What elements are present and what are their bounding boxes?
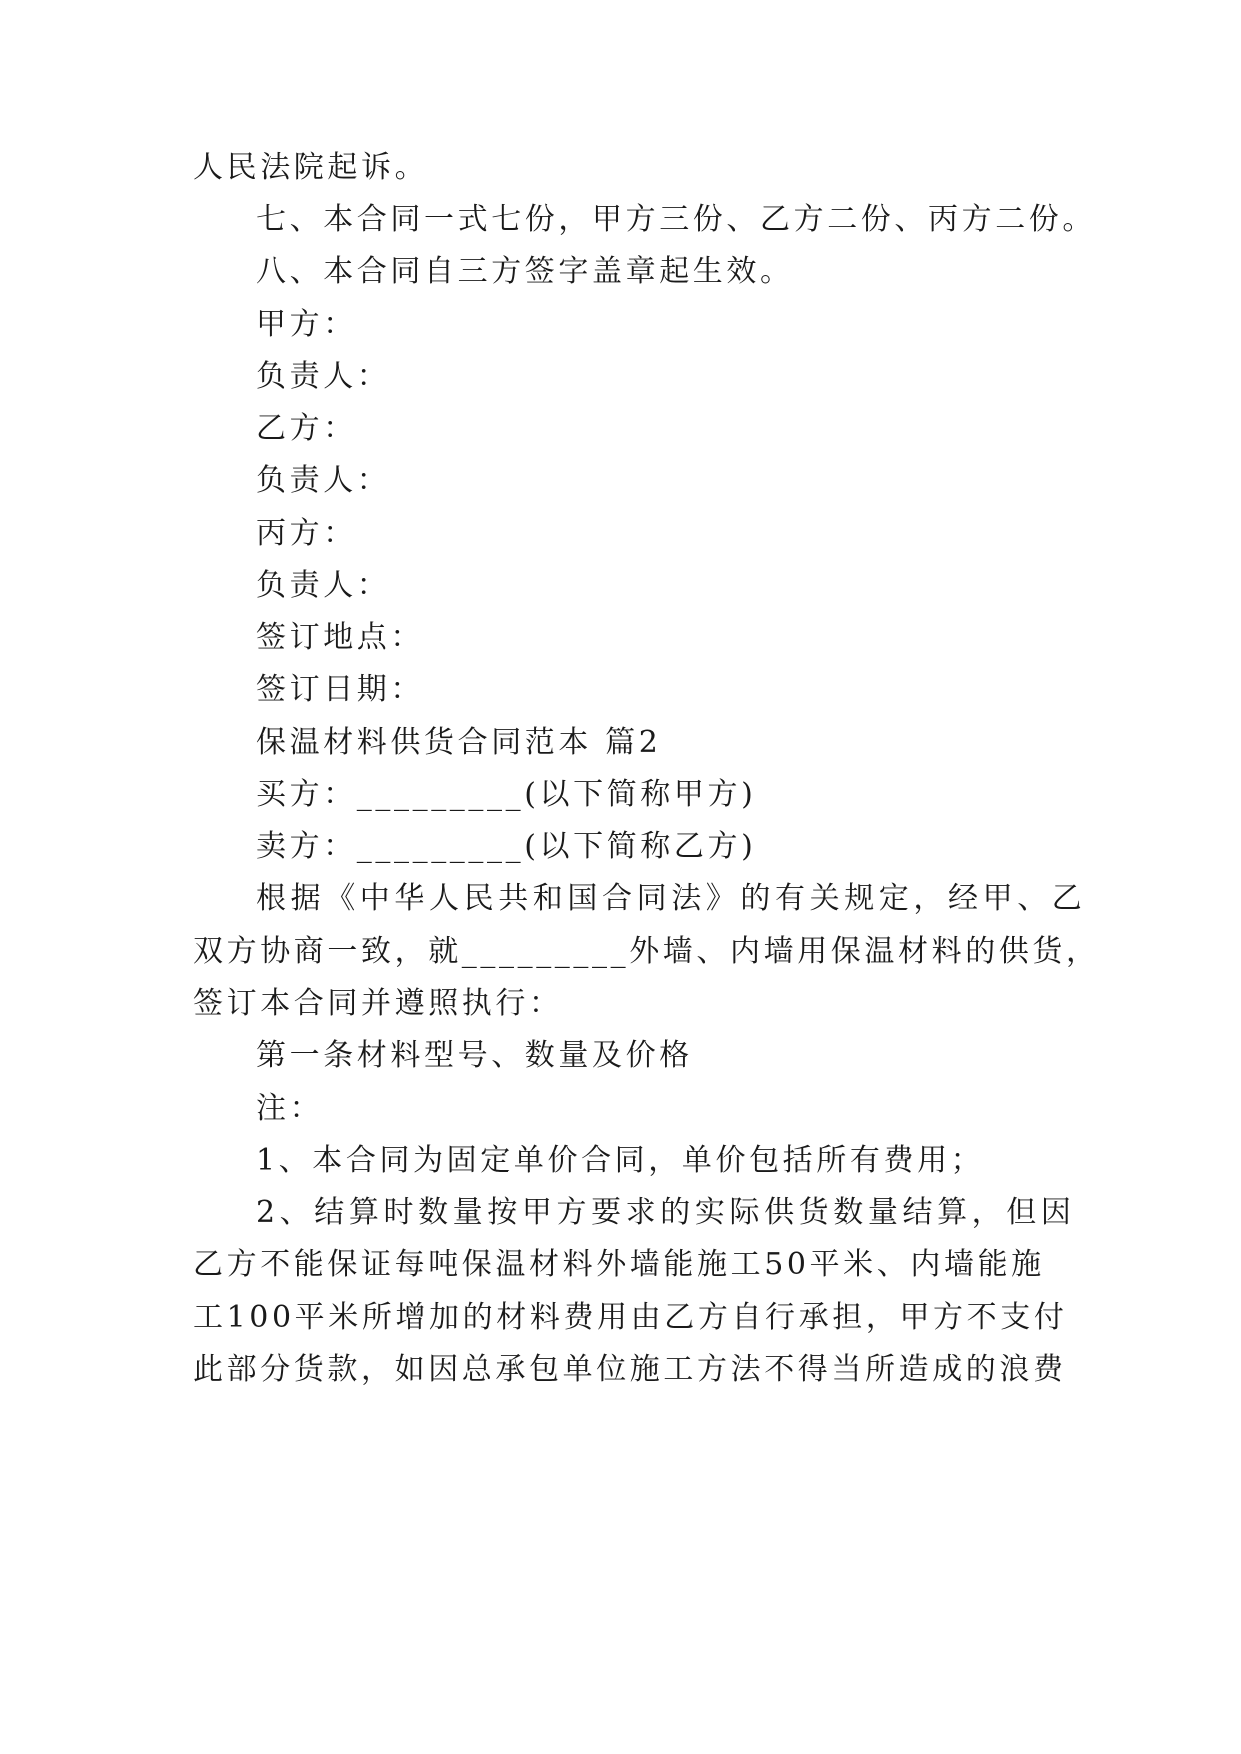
party-b-representative-label: 负责人：: [256, 463, 391, 498]
paragraph-line: 人民法院起诉。: [193, 150, 429, 185]
clause-seven: 七、本合同一式七份，甲方三份、乙方二份、丙方二份。: [256, 202, 1096, 237]
buyer-line: 买方：_________(以下简称甲方): [256, 777, 757, 812]
party-a-representative-label: 负责人：: [256, 359, 391, 394]
paragraph-line: 此部分货款，如因总承包单位施工方法不得当所造成的浪费: [193, 1352, 1067, 1387]
clause-eight: 八、本合同自三方签字盖章起生效。: [256, 254, 794, 289]
signing-date-label: 签订日期：: [256, 672, 424, 707]
signing-place-label: 签订地点：: [256, 620, 424, 655]
paragraph-line: 签订本合同并遵照执行：: [193, 986, 563, 1021]
paragraph-line: 工100平米所增加的材料费用由乙方自行承担，甲方不支付: [193, 1300, 1068, 1335]
paragraph-line: 乙方不能保证每吨保温材料外墙能施工50平米、内墙能施: [193, 1247, 1045, 1282]
seller-line: 卖方：_________(以下简称乙方): [256, 829, 757, 864]
note-item-2: 2、结算时数量按甲方要求的实际供货数量结算，但因: [256, 1195, 1076, 1230]
party-a-label: 甲方：: [256, 307, 357, 342]
section-heading: 保温材料供货合同范本 篇2: [256, 725, 662, 760]
party-c-representative-label: 负责人：: [256, 568, 391, 603]
article-one-heading: 第一条材料型号、数量及价格: [256, 1038, 693, 1073]
note-item-1: 1、本合同为固定单价合同，单价包括所有费用；: [256, 1143, 985, 1178]
note-label: 注：: [256, 1091, 324, 1126]
party-b-label: 乙方：: [256, 411, 357, 446]
paragraph-line: 双方协商一致，就_________外墙、内墙用保温材料的供货，: [193, 934, 1100, 969]
party-c-label: 丙方：: [256, 516, 357, 551]
paragraph-line: 根据《中华人民共和国合同法》的有关规定，经甲、乙: [256, 881, 1087, 916]
